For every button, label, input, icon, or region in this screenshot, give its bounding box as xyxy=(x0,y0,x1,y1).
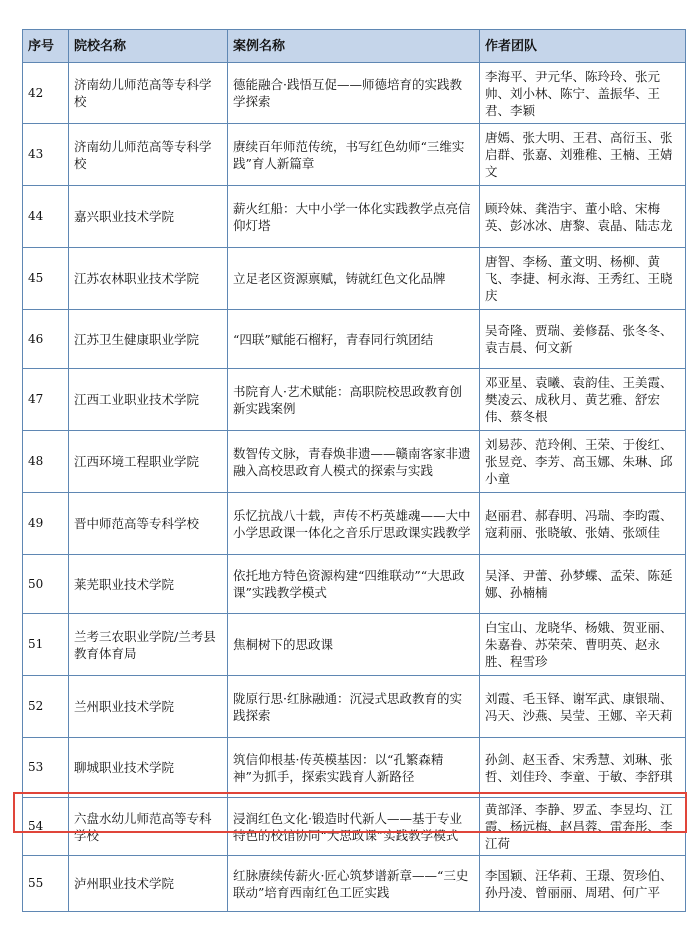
table-row xyxy=(23,676,686,738)
cell-school: 聊城职业技术学院 xyxy=(69,738,228,798)
cell-case: 红脉赓续传薪火·匠心筑梦谱新章——“三史联动”培育西南红色工匠实践 xyxy=(228,856,480,912)
cell-index: 46 xyxy=(23,310,69,369)
cell-school: 江苏农林职业技术学院 xyxy=(69,248,228,310)
cell-index: 43 xyxy=(23,124,69,186)
table-row xyxy=(23,186,686,248)
table-header-row xyxy=(23,30,686,63)
cell-team: 李海平、尹元华、陈玲玲、张元帅、刘小林、陈宁、盖振华、王君、李颖 xyxy=(480,63,686,124)
cell-team: 赵丽君、郝春明、冯瑞、李昀霞、寇莉丽、张晓敏、张婧、张颂佳 xyxy=(480,493,686,555)
cell-index: 51 xyxy=(23,614,69,676)
cell-team: 刘霞、毛玉铎、谢军武、康银瑞、冯天、沙燕、吴莹、王娜、辛天莉 xyxy=(480,676,686,738)
cell-case: 书院育人·艺术赋能：高职院校思政教育创新实践案例 xyxy=(228,369,480,431)
cell-school: 江苏卫生健康职业学院 xyxy=(69,310,228,369)
table-row xyxy=(23,856,686,912)
cell-school: 六盘水幼儿师范高等专科学校 xyxy=(69,798,228,856)
cell-case: “四联”赋能石榴籽，青春同行筑团结 xyxy=(228,310,480,369)
table-body xyxy=(23,63,686,912)
cell-case: 陇原行思·红脉融通：沉浸式思政教育的实践探索 xyxy=(228,676,480,738)
cell-case: 依托地方特色资源构建“四维联动”“大思政课”实践教学模式 xyxy=(228,555,480,614)
table-row xyxy=(23,798,686,856)
table-row xyxy=(23,248,686,310)
cell-team: 吴泽、尹蕾、孙梦蝶、孟荣、陈延娜、孙楠楠 xyxy=(480,555,686,614)
cell-case: 乐忆抗战八十载，声传不朽英雄魂——大中小学思政课一体化之音乐厅思政课实践教学 xyxy=(228,493,480,555)
table-row xyxy=(23,369,686,431)
table-row xyxy=(23,310,686,369)
cell-index: 47 xyxy=(23,369,69,431)
header-index: 序号 xyxy=(23,30,69,63)
cell-case: 薪火红船：大中小学一体化实践教学点亮信仰灯塔 xyxy=(228,186,480,248)
table-row xyxy=(23,738,686,798)
header-school: 院校名称 xyxy=(69,30,228,63)
cell-team: 吴奇隆、贾瑞、姜修磊、张冬冬、袁吉晨、何文新 xyxy=(480,310,686,369)
cell-team: 黄部泽、李静、罗孟、李昱均、江霞、杨远梅、赵昌蓉、雷奔彤、李江荷 xyxy=(480,798,686,856)
header-case: 案例名称 xyxy=(228,30,480,63)
cell-case: 赓续百年师范传统，书写红色幼师“三维实践”育人新篇章 xyxy=(228,124,480,186)
cell-school: 江西环境工程职业学院 xyxy=(69,431,228,493)
cell-index: 48 xyxy=(23,431,69,493)
table-row xyxy=(23,431,686,493)
cell-case: 焦桐树下的思政课 xyxy=(228,614,480,676)
cell-team: 李国颖、汪华莉、王璟、贺珍伯、孙丹凌、曾丽丽、周珺、何广平 xyxy=(480,856,686,912)
cell-school: 兰州职业技术学院 xyxy=(69,676,228,738)
cell-case: 数智传文脉，青春焕非遗——赣南客家非遗融入高校思政育人模式的探索与实践 xyxy=(228,431,480,493)
header-team: 作者团队 xyxy=(480,30,686,63)
cell-school: 济南幼儿师范高等专科学校 xyxy=(69,63,228,124)
cell-index: 44 xyxy=(23,186,69,248)
table-row xyxy=(23,493,686,555)
cell-index: 53 xyxy=(23,738,69,798)
table-row xyxy=(23,63,686,124)
cell-index: 52 xyxy=(23,676,69,738)
cell-team: 顾玲妹、龚浩宇、董小晗、宋梅英、彭冰冰、唐黎、袁晶、陆志龙 xyxy=(480,186,686,248)
cell-case: 浸润红色文化·锻造时代新人——基于专业特色的校馆协同“大思政课”实践教学模式 xyxy=(228,798,480,856)
cell-school: 兰考三农职业学院/兰考县教育体育局 xyxy=(69,614,228,676)
cell-school: 泸州职业技术学院 xyxy=(69,856,228,912)
cell-case: 德能融合·践悟互促——师德培育的实践教学探索 xyxy=(228,63,480,124)
cell-school: 济南幼儿师范高等专科学校 xyxy=(69,124,228,186)
cell-case: 筑信仰根基·传英模基因：以“孔繁森精神”为抓手，探索实践育人新路径 xyxy=(228,738,480,798)
cell-index: 42 xyxy=(23,63,69,124)
case-table xyxy=(22,29,686,912)
table-row xyxy=(23,614,686,676)
cell-team: 唐智、李杨、董文明、杨柳、黄飞、李捷、柯永海、王秀红、王晓庆 xyxy=(480,248,686,310)
cell-index: 49 xyxy=(23,493,69,555)
cell-school: 莱芜职业技术学院 xyxy=(69,555,228,614)
cell-case: 立足老区资源禀赋，铸就红色文化品牌 xyxy=(228,248,480,310)
cell-team: 邓亚星、袁曦、袁韵佳、王美霞、樊凌云、成秋月、黄艺雅、舒宏伟、蔡冬根 xyxy=(480,369,686,431)
cell-team: 白宝山、龙晓华、杨娥、贺亚丽、朱嘉眷、苏荣荣、曹明英、赵永胜、程雪珍 xyxy=(480,614,686,676)
cell-team: 孙剑、赵玉香、宋秀慧、刘琳、张哲、刘佳玲、李童、于敏、李舒琪 xyxy=(480,738,686,798)
table-row xyxy=(23,555,686,614)
cell-index: 45 xyxy=(23,248,69,310)
cell-index: 50 xyxy=(23,555,69,614)
cell-school: 嘉兴职业技术学院 xyxy=(69,186,228,248)
cell-index: 54 xyxy=(23,798,69,856)
cell-school: 江西工业职业技术学院 xyxy=(69,369,228,431)
cell-team: 刘易莎、范玲俐、王荣、于俊红、张昱竞、李芳、高玉娜、朱琳、邱小童 xyxy=(480,431,686,493)
table-row xyxy=(23,124,686,186)
cell-school: 晋中师范高等专科学校 xyxy=(69,493,228,555)
cell-index: 55 xyxy=(23,856,69,912)
cell-team: 唐嫣、张大明、王君、高衍玉、张启群、张嘉、刘雅稚、王楠、王婧文 xyxy=(480,124,686,186)
